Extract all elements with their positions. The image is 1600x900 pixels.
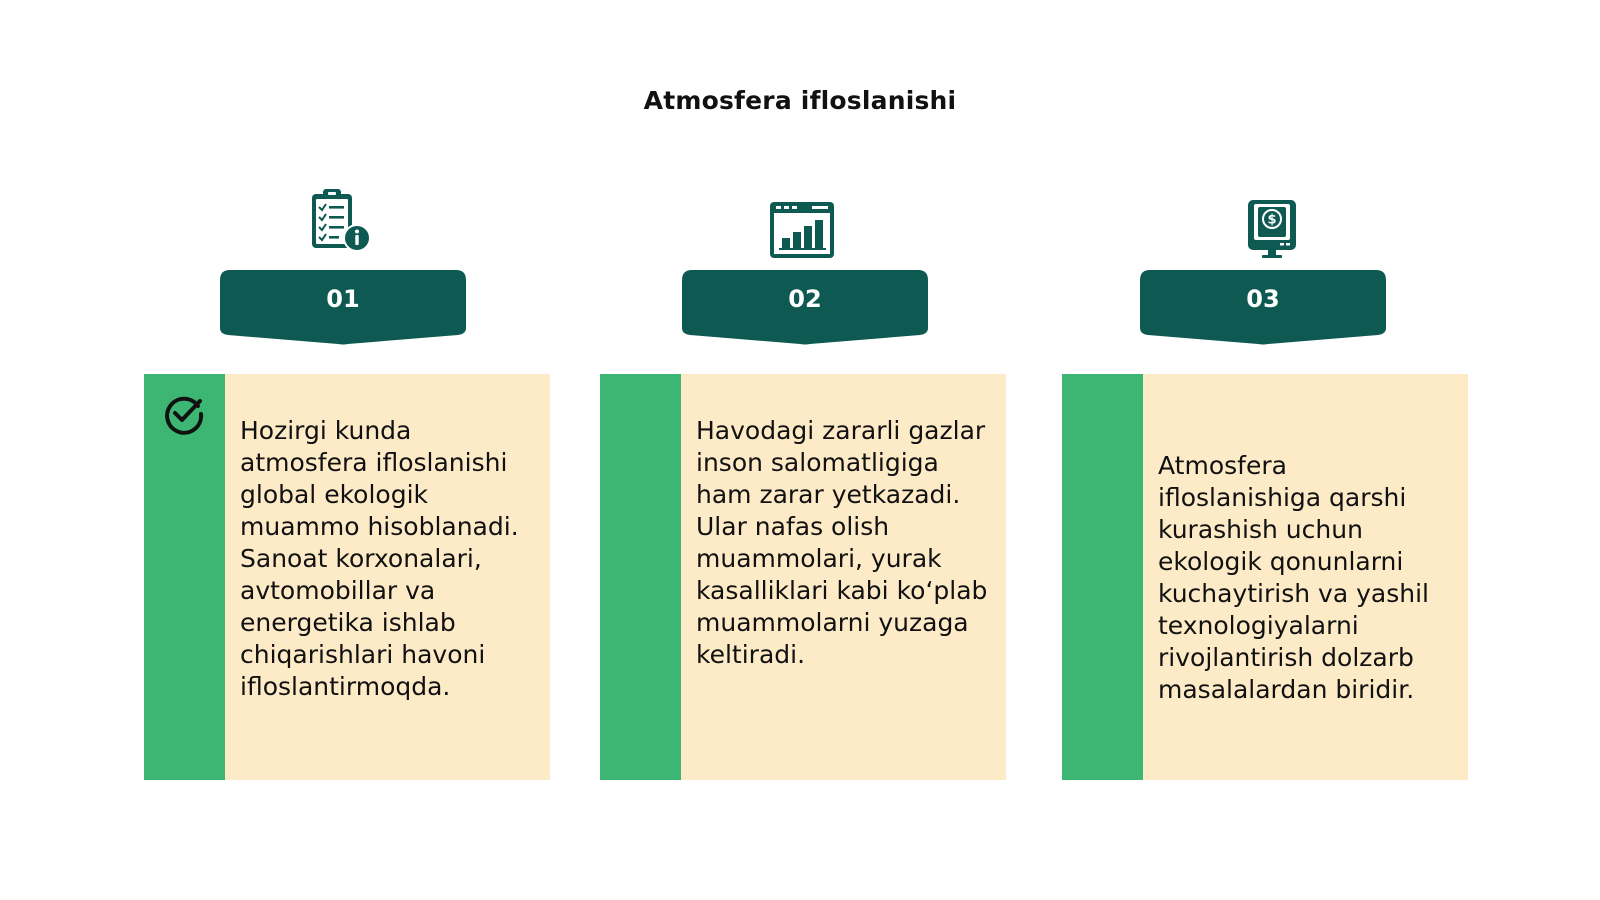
card-accent-strip (1062, 374, 1143, 780)
step-banner-3 (1140, 270, 1386, 348)
step-number-3: 03 (1246, 285, 1280, 313)
step-column-1 (144, 0, 554, 900)
card-description-1: Hozirgi kunda atmosfera ifloslanishi global ekologik muammo hisoblanadi. Sanoat korxonalari, avtomobillar va energetika ishlab chiqarishlari havoni ifloslantirmoqda. (240, 416, 519, 701)
svg-text:$: $ (1267, 212, 1277, 228)
monitor-dollar-icon (1238, 192, 1310, 264)
clipboard-checklist-info-icon (306, 186, 378, 258)
step-column-3 (1062, 0, 1472, 900)
step-number-2: 02 (788, 285, 822, 313)
card-accent-strip (600, 374, 681, 780)
check-circle-icon (162, 392, 206, 436)
card-description-3: Atmosfera ifloslanishiga qarshi kurashish uchun ekologik qonunlarni kuchaytirish va yashil texnologiyalarni rivojlantirish dolzarb masalalardan biridir. (1158, 451, 1429, 704)
step-card-1 (144, 374, 550, 780)
step-card-2 (600, 374, 1006, 780)
card-description-2: Havodagi zararli gazlar inson salomatligiga ham zarar yetkazadi. Ular nafas olish muammolari, yurak kasalliklari kabi ko‘plab muammolarni yuzaga keltiradi. (696, 416, 988, 669)
step-card-3 (1062, 374, 1468, 780)
step-column-2 (600, 0, 1010, 900)
card-accent-strip (144, 374, 225, 780)
bar-chart-window-icon (766, 196, 838, 268)
step-banner-2 (682, 270, 928, 348)
page-title: Atmosfera ifloslanishi (643, 86, 957, 115)
step-banner-1 (220, 270, 466, 348)
step-number-1: 01 (326, 285, 360, 313)
